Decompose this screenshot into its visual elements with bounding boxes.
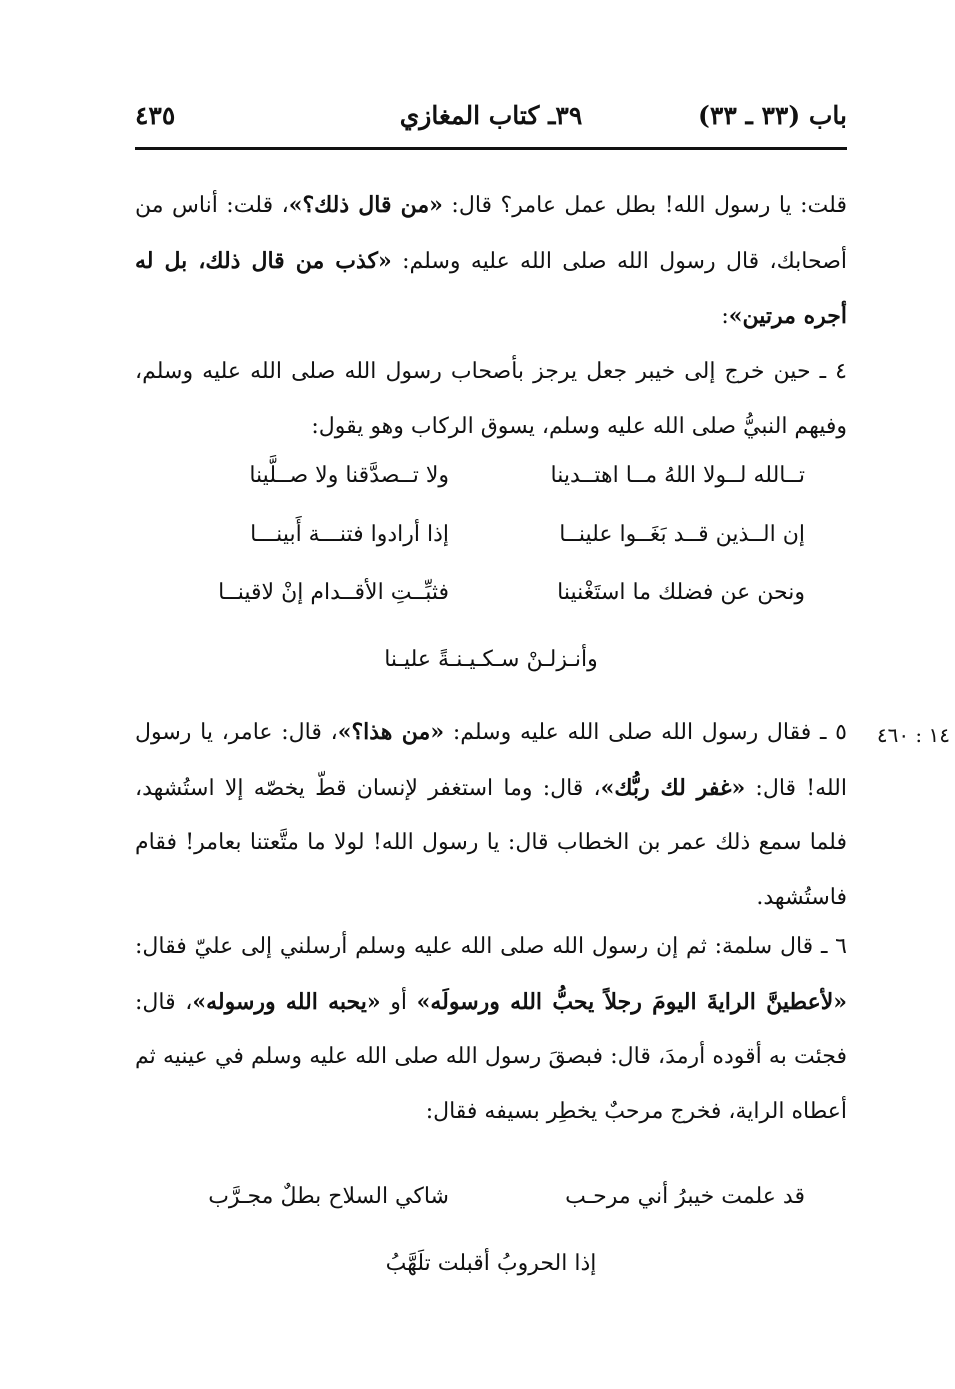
verse-first-hemistich: تــالله لــولا اللهُ مــا اهتــدينا [550, 463, 805, 488]
paragraph-3-quote-b: «غفر لك ربُّك» [600, 774, 746, 801]
verse-second-hemistich: شاكي السلاح بطلٌ مجـرَّب [208, 1184, 449, 1209]
header-divider [135, 147, 847, 150]
verse-first-hemistich: قد علمت خيبرُ أني مرحـب [565, 1184, 805, 1209]
paragraph-1-text-a: قلت: يا رسول الله! بطل عمل عامر؟ قال: [442, 193, 847, 218]
paragraph-1-quote-a: «من قال ذلك؟» [288, 192, 443, 218]
paragraph-3-text-c: ، قال: وما استغفر لإنسان قطّ يخصّه إلا استُشهد، فلما سمع ذلك عمر بن الخطاب قال: يا رسول الله! لولا ما متَّعتنا بعامر! فقام فاستُشهد. [135, 775, 847, 910]
poem-2-closing-line: إذا الحروبُ أقبلت تلَهَّبُ [385, 1251, 597, 1276]
margin-reference: ١٤ : ٤٦٠ [876, 723, 950, 747]
paragraph-1-text-c: : [721, 304, 729, 329]
paragraph-3-text-b: ، قال: عامر، يا رسول الله! قال: [135, 720, 848, 801]
book-title: ٣٩ـ كتاب المغازي [399, 101, 583, 130]
verse-first-hemistich: ونحن عن فضلك ما استَغْنينا [557, 580, 805, 605]
paragraph-1-quote-b: «كذب من قال ذلك، بل له أجره مرتين» [135, 247, 847, 329]
paragraph-4 [135, 920, 847, 1139]
page-header [135, 92, 847, 142]
verse-second-hemistich: ولا تــصدَّقنا ولا صــلَّينا [249, 463, 449, 488]
poem-1-closing-line: وأنـزلـنْ سـكـيـنـةً عليـنا [384, 647, 598, 672]
paragraph-4-quote-b: «يحبه الله ورسوله» [192, 988, 381, 1015]
page-number: ٤٣٥ [135, 101, 176, 130]
paragraph-3-text-a: ٥ ـ فقال رسول الله صلى الله عليه وسلم: [444, 720, 847, 745]
poem-2-verse-1 [135, 1175, 847, 1219]
paragraph-1-text-b: ، قلت: أناس من أصحابك، قال رسول الله صلى الله عليه وسلم: [135, 193, 847, 274]
paragraph-4-quote-a: «لأعطينَّ الرايةَ اليومَ رجلاً يحبُّ الله ورسولَه» [416, 988, 848, 1015]
poem-1-verse-3 [135, 571, 847, 615]
verse-first-hemistich: إن الــذين قــد بَغَــوا علينــا [559, 522, 805, 547]
poem-1-verse-1 [135, 454, 847, 498]
verse-second-hemistich: إذا أرادوا فتنـــة أَبينـــا [250, 522, 449, 547]
paragraph-3-quote-a: «من هذا؟» [337, 719, 445, 745]
chapter-heading: باب (٣٣ ـ ٣٣) [698, 101, 847, 130]
paragraph-4-text-a: ٦ ـ قال سلمة: ثم إن رسول الله صلى الله عليه وسلم أرسلني إلى عليّ فقال: [135, 934, 847, 959]
paragraph-4-text-b: أو [380, 989, 417, 1015]
paragraph-4-text-c: ، قال: فجئت به أقوده أرمدَ، قال: فبصقَ رسول الله صلى الله عليه وسلم في عينيه ثم أعطاه الراية، فخرج مرحبٌ يخطِر بسيفه فقال: [135, 989, 847, 1124]
paragraph-2: ٤ ـ حين خرج إلى خيبر جعل يرجز بأصحاب رسول الله صلى الله عليه وسلم، وفيهم النبيُّ صلى الله عليه وسلم، يسوق الركاب وهو يقول: [135, 359, 847, 439]
verse-second-hemistich: فثبِّــتِ الأقــدام إنْ لاقينــا [218, 580, 449, 605]
paragraph-3 [135, 705, 847, 925]
poem-1-verse-2 [135, 513, 847, 557]
paragraph-1 [135, 178, 847, 345]
